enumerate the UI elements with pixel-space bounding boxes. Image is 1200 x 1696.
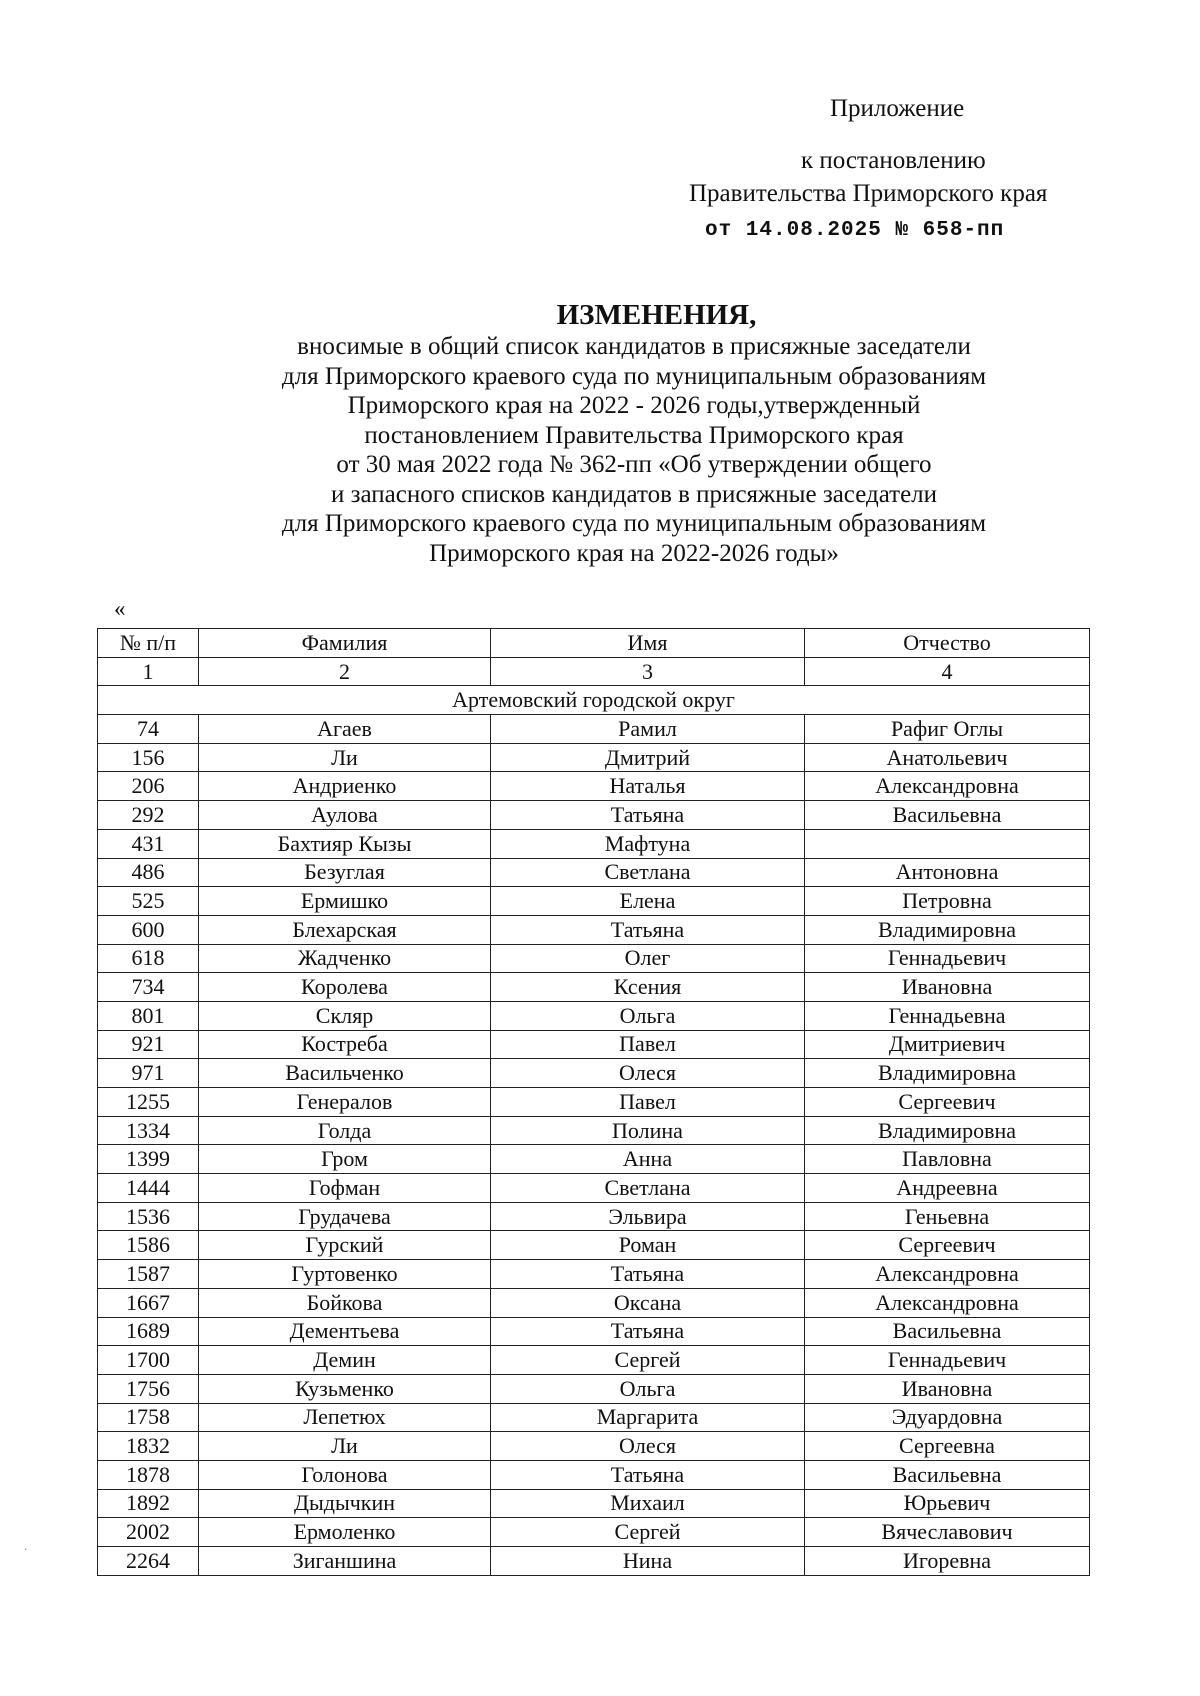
table-row — [98, 858, 1090, 887]
column-number: 2 — [199, 657, 491, 686]
row-name: Мафтуна — [491, 829, 805, 858]
row-name: Павел — [491, 1088, 805, 1117]
table-body — [98, 715, 1090, 1576]
row-patronymic: Сергеевна — [805, 1432, 1090, 1461]
row-name: Павел — [491, 1030, 805, 1059]
heading-subtitle — [68, 332, 1200, 568]
row-surname: Бойкова — [199, 1288, 491, 1317]
row-number: 206 — [98, 772, 199, 801]
row-patronymic — [805, 829, 1090, 858]
table-row — [98, 1059, 1090, 1088]
heading-line: Приморского края на 2022 - 2026 годы,утвержденный — [347, 392, 921, 419]
row-surname: Генералов — [199, 1088, 491, 1117]
row-number: 1255 — [98, 1088, 199, 1117]
row-surname: Бахтияр Кызы — [199, 829, 491, 858]
row-name: Ольга — [491, 1001, 805, 1030]
table-row — [98, 1288, 1090, 1317]
table-row — [98, 1317, 1090, 1346]
row-surname: Королева — [199, 973, 491, 1002]
row-patronymic: Владимировна — [805, 1059, 1090, 1088]
row-surname: Ли — [199, 743, 491, 772]
row-number: 921 — [98, 1030, 199, 1059]
table-row — [98, 915, 1090, 944]
row-surname: Агаев — [199, 715, 491, 744]
row-number: 1832 — [98, 1432, 199, 1461]
heading-line: постановлением Правительства Приморского края — [364, 421, 904, 449]
table-row — [98, 1346, 1090, 1375]
row-surname: Гуртовенко — [199, 1260, 491, 1289]
table-row — [98, 1116, 1090, 1145]
table-row — [98, 772, 1090, 801]
row-name: Сергей — [491, 1346, 805, 1375]
row-patronymic: Геннадьевич — [805, 1346, 1090, 1375]
resolution-stamp: от 14.08.2025 № 658-пп — [705, 219, 1005, 242]
row-number: 525 — [98, 887, 199, 916]
row-number: 2002 — [98, 1518, 199, 1547]
row-name: Михаил — [491, 1489, 805, 1518]
row-patronymic: Вячеславович — [805, 1518, 1090, 1547]
row-patronymic: Геннадьевна — [805, 1001, 1090, 1030]
header-patronymic: Отчество — [805, 629, 1090, 658]
row-patronymic: Рафиг Оглы — [805, 715, 1090, 744]
row-patronymic: Андреевна — [805, 1174, 1090, 1203]
heading-line: вносимые в общий список кандидатов в присяжные заседатели — [297, 333, 971, 360]
table-row — [98, 1489, 1090, 1518]
table-row — [98, 1432, 1090, 1461]
candidates-table — [97, 628, 1090, 1576]
table-row — [98, 715, 1090, 744]
row-name: Рамил — [491, 715, 805, 744]
row-number: 74 — [98, 715, 199, 744]
row-number: 600 — [98, 915, 199, 944]
row-patronymic: Петровна — [805, 887, 1090, 916]
row-number: 971 — [98, 1059, 199, 1088]
row-name: Роман — [491, 1231, 805, 1260]
table-row — [98, 1547, 1090, 1576]
table-row — [98, 801, 1090, 830]
row-name: Ольга — [491, 1374, 805, 1403]
table-row — [98, 1145, 1090, 1174]
row-surname: Дыдычкин — [199, 1489, 491, 1518]
heading-line: Приморского края на 2022-2026 годы» — [429, 539, 839, 567]
header-number: № п/п — [98, 629, 199, 658]
row-patronymic: Васильевна — [805, 1460, 1090, 1489]
row-surname: Гром — [199, 1145, 491, 1174]
row-name: Полина — [491, 1116, 805, 1145]
row-name: Елена — [491, 887, 805, 916]
row-surname: Аулова — [199, 801, 491, 830]
row-surname: Демин — [199, 1346, 491, 1375]
row-surname: Гофман — [199, 1174, 491, 1203]
row-surname: Лепетюх — [199, 1403, 491, 1432]
appendix-government: Правительства Приморского края — [689, 180, 1048, 207]
table-row — [98, 973, 1090, 1002]
row-number: 1689 — [98, 1317, 199, 1346]
heading-line: для Приморского краевого суда по муниципальным образованиям — [281, 510, 987, 537]
row-surname: Андриенко — [199, 772, 491, 801]
table-row — [98, 1518, 1090, 1547]
row-surname: Костреба — [199, 1030, 491, 1059]
row-patronymic: Васильевна — [805, 801, 1090, 830]
row-number: 292 — [98, 801, 199, 830]
table-header-row — [98, 629, 1090, 658]
table-row — [98, 1030, 1090, 1059]
row-name: Светлана — [491, 1174, 805, 1203]
row-number: 1892 — [98, 1489, 199, 1518]
row-number: 431 — [98, 829, 199, 858]
row-patronymic: Дмитриевич — [805, 1030, 1090, 1059]
row-number: 1667 — [98, 1288, 199, 1317]
row-patronymic: Александровна — [805, 1260, 1090, 1289]
row-number: 1399 — [98, 1145, 199, 1174]
column-number: 1 — [98, 657, 199, 686]
row-name: Татьяна — [491, 1317, 805, 1346]
row-number: 1756 — [98, 1374, 199, 1403]
row-surname: Гурский — [199, 1231, 491, 1260]
table-row — [98, 1174, 1090, 1203]
row-patronymic: Геннадьевич — [805, 944, 1090, 973]
column-number: 4 — [805, 657, 1090, 686]
row-name: Сергей — [491, 1518, 805, 1547]
row-patronymic: Владимировна — [805, 915, 1090, 944]
table-row — [98, 829, 1090, 858]
row-surname: Голда — [199, 1116, 491, 1145]
row-name: Ксения — [491, 973, 805, 1002]
row-patronymic: Геньевна — [805, 1202, 1090, 1231]
heading-line: для Приморского краевого суда по муниципальным образованиям — [281, 362, 987, 390]
row-patronymic: Анатольевич — [805, 743, 1090, 772]
row-name: Анна — [491, 1145, 805, 1174]
row-number: 1334 — [98, 1116, 199, 1145]
row-name: Маргарита — [491, 1403, 805, 1432]
row-surname: Дементьева — [199, 1317, 491, 1346]
section-title: Артемовский городской округ — [98, 686, 1090, 715]
row-number: 1878 — [98, 1460, 199, 1489]
appendix-to-resolution: к постановлению — [801, 147, 986, 174]
row-name: Татьяна — [491, 915, 805, 944]
row-name: Олеся — [491, 1432, 805, 1461]
row-name: Татьяна — [491, 1460, 805, 1489]
row-surname: Васильченко — [199, 1059, 491, 1088]
row-name: Олеся — [491, 1059, 805, 1088]
row-surname: Ермоленко — [199, 1518, 491, 1547]
table-row — [98, 1403, 1090, 1432]
row-surname: Голонова — [199, 1460, 491, 1489]
row-number: 1536 — [98, 1202, 199, 1231]
section-row — [98, 686, 1090, 715]
scan-speck: · — [24, 1545, 28, 1556]
row-surname: Скляр — [199, 1001, 491, 1030]
row-surname: Безуглая — [199, 858, 491, 887]
row-number: 156 — [98, 743, 199, 772]
row-name: Светлана — [491, 858, 805, 887]
row-patronymic: Александровна — [805, 772, 1090, 801]
row-surname: Грудачева — [199, 1202, 491, 1231]
column-number-row — [98, 657, 1090, 686]
row-name: Татьяна — [491, 1260, 805, 1289]
row-number: 486 — [98, 858, 199, 887]
row-patronymic: Ивановна — [805, 973, 1090, 1002]
table-row — [98, 1001, 1090, 1030]
row-patronymic: Игоревна — [805, 1547, 1090, 1576]
appendix-title: Приложение — [830, 95, 965, 122]
row-name: Наталья — [491, 772, 805, 801]
row-name: Эльвира — [491, 1202, 805, 1231]
row-surname: Жадченко — [199, 944, 491, 973]
heading-line: от 30 мая 2022 года № 362-пп «Об утверждении общего — [336, 451, 932, 478]
row-patronymic: Эдуардовна — [805, 1403, 1090, 1432]
row-surname: Блехарская — [199, 915, 491, 944]
column-number: 3 — [491, 657, 805, 686]
row-number: 1758 — [98, 1403, 199, 1432]
row-name: Татьяна — [491, 801, 805, 830]
row-name: Олег — [491, 944, 805, 973]
row-surname: Ермишко — [199, 887, 491, 916]
table-row — [98, 743, 1090, 772]
row-patronymic: Владимировна — [805, 1116, 1090, 1145]
row-number: 1586 — [98, 1231, 199, 1260]
row-patronymic: Сергеевич — [805, 1088, 1090, 1117]
document-heading — [140, 298, 1200, 568]
row-surname: Ли — [199, 1432, 491, 1461]
row-name: Дмитрий — [491, 743, 805, 772]
row-number: 1587 — [98, 1260, 199, 1289]
row-patronymic: Юрьевич — [805, 1489, 1090, 1518]
row-number: 2264 — [98, 1547, 199, 1576]
row-number: 1700 — [98, 1346, 199, 1375]
row-patronymic: Александровна — [805, 1288, 1090, 1317]
table-row — [98, 1231, 1090, 1260]
row-patronymic: Сергеевич — [805, 1231, 1090, 1260]
row-surname: Кузьменко — [199, 1374, 491, 1403]
header-name: Имя — [491, 629, 805, 658]
row-patronymic: Антоновна — [805, 858, 1090, 887]
row-number: 801 — [98, 1001, 199, 1030]
heading-title: ИЗМЕНЕНИЯ, — [556, 299, 757, 331]
table-row — [98, 1374, 1090, 1403]
row-number: 1444 — [98, 1174, 199, 1203]
row-patronymic: Ивановна — [805, 1374, 1090, 1403]
row-patronymic: Васильевна — [805, 1317, 1090, 1346]
row-number: 734 — [98, 973, 199, 1002]
header-surname: Фамилия — [199, 629, 491, 658]
heading-line: и запасного списков кандидатов в присяжные заседатели — [330, 480, 938, 508]
row-name: Оксана — [491, 1288, 805, 1317]
table-row — [98, 1260, 1090, 1289]
table-row — [98, 1202, 1090, 1231]
table-row — [98, 1088, 1090, 1117]
table-row — [98, 944, 1090, 973]
row-patronymic: Павловна — [805, 1145, 1090, 1174]
table-row — [98, 1460, 1090, 1489]
opening-quote: « — [114, 596, 126, 621]
row-name: Нина — [491, 1547, 805, 1576]
row-number: 618 — [98, 944, 199, 973]
row-surname: Зиганшина — [199, 1547, 491, 1576]
table-row — [98, 887, 1090, 916]
